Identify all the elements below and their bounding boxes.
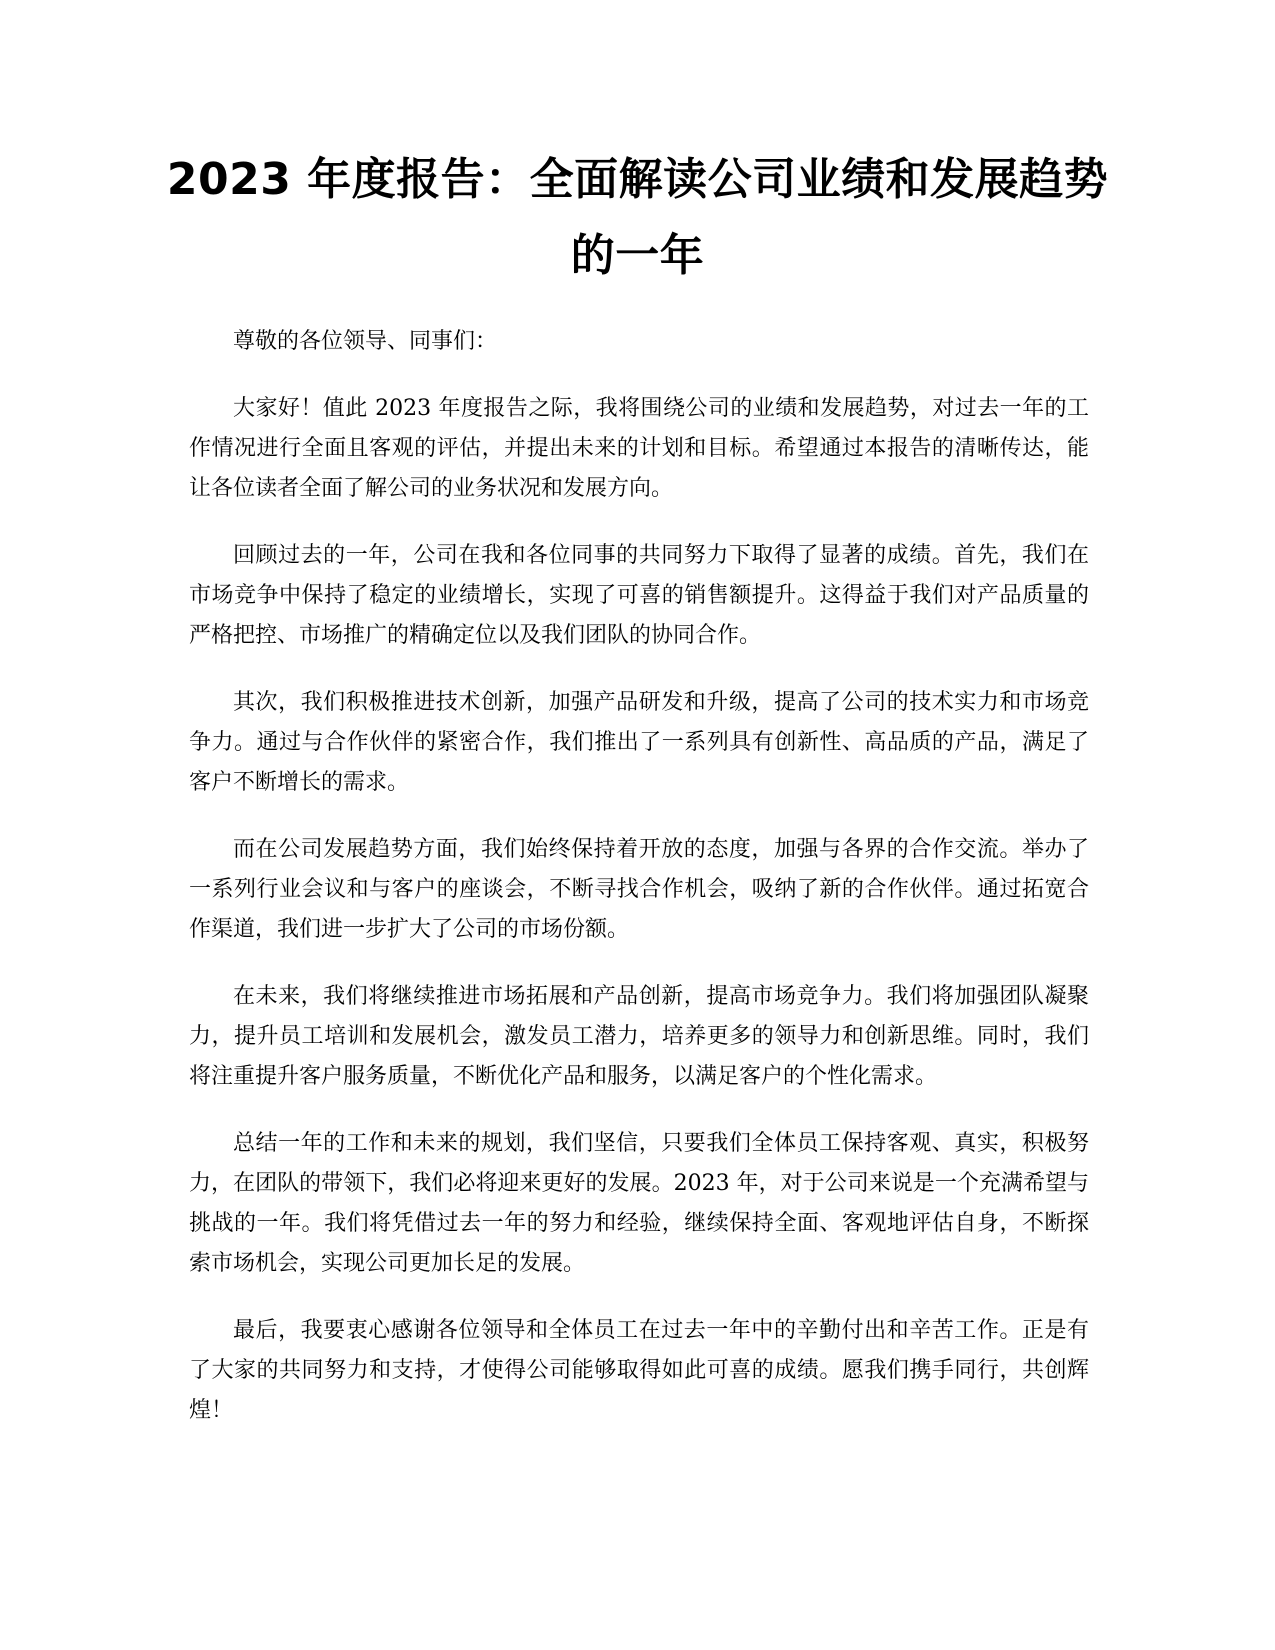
document-body bbox=[189, 322, 1089, 1458]
paragraph-intro: 大家好！值此 2023 年度报告之际，我将围绕公司的业绩和发展趋势，对过去一年的工作情况进行全面且客观的评估，并提出未来的计划和目标。希望通过本报告的清晰传达，能让各位读者全面了解公司的业务状况和发展方向。 bbox=[189, 396, 1089, 501]
paragraph-future: 在未来，我们将继续推进市场拓展和产品创新，提高市场竞争力。我们将加强团队凝聚力，提升员工培训和发展机会，激发员工潜力，培养更多的领导力和创新思维。同时，我们将注重提升客户服务质量，不断优化产品和服务，以满足客户的个性化需求。 bbox=[189, 984, 1089, 1089]
paragraph-innovation: 其次，我们积极推进技术创新，加强产品研发和升级，提高了公司的技术实力和市场竞争力。通过与合作伙伴的紧密合作，我们推出了一系列具有创新性、高品质的产品，满足了客户不断增长的需求。 bbox=[189, 690, 1089, 795]
paragraph-salutation: 尊敬的各位领导、同事们： bbox=[233, 329, 498, 354]
paragraph-development: 而在公司发展趋势方面，我们始终保持着开放的态度，加强与各界的合作交流。举办了一系列行业会议和与客户的座谈会，不断寻找合作机会，吸纳了新的合作伙伴。通过拓宽合作渠道，我们进一步扩大了公司的市场份额。 bbox=[189, 837, 1089, 942]
document-title: 2023 年度报告：全面解读公司业绩和发展趋势的一年 bbox=[166, 154, 1109, 281]
paragraph-summary: 总结一年的工作和未来的规划，我们坚信，只要我们全体员工保持客观、真实，积极努力，在团队的带领下，我们必将迎来更好的发展。2023 年，对于公司来说是一个充满希望与挑战的一年。我们将凭借过去一年的努力和经验，继续保持全面、客观地评估自身，不断探索市场机会，实现公司更加长足的发展。 bbox=[189, 1131, 1089, 1276]
paragraph-review: 回顾过去的一年，公司在我和各位同事的共同努力下取得了显著的成绩。首先，我们在市场竞争中保持了稳定的业绩增长，实现了可喜的销售额提升。这得益于我们对产品质量的严格把控、市场推广的精确定位以及我们团队的协同合作。 bbox=[189, 543, 1089, 648]
paragraph-thanks: 最后，我要衷心感谢各位领导和全体员工在过去一年中的辛勤付出和辛苦工作。正是有了大家的共同努力和支持，才使得公司能够取得如此可喜的成绩。愿我们携手同行，共创辉煌！ bbox=[189, 1318, 1089, 1423]
